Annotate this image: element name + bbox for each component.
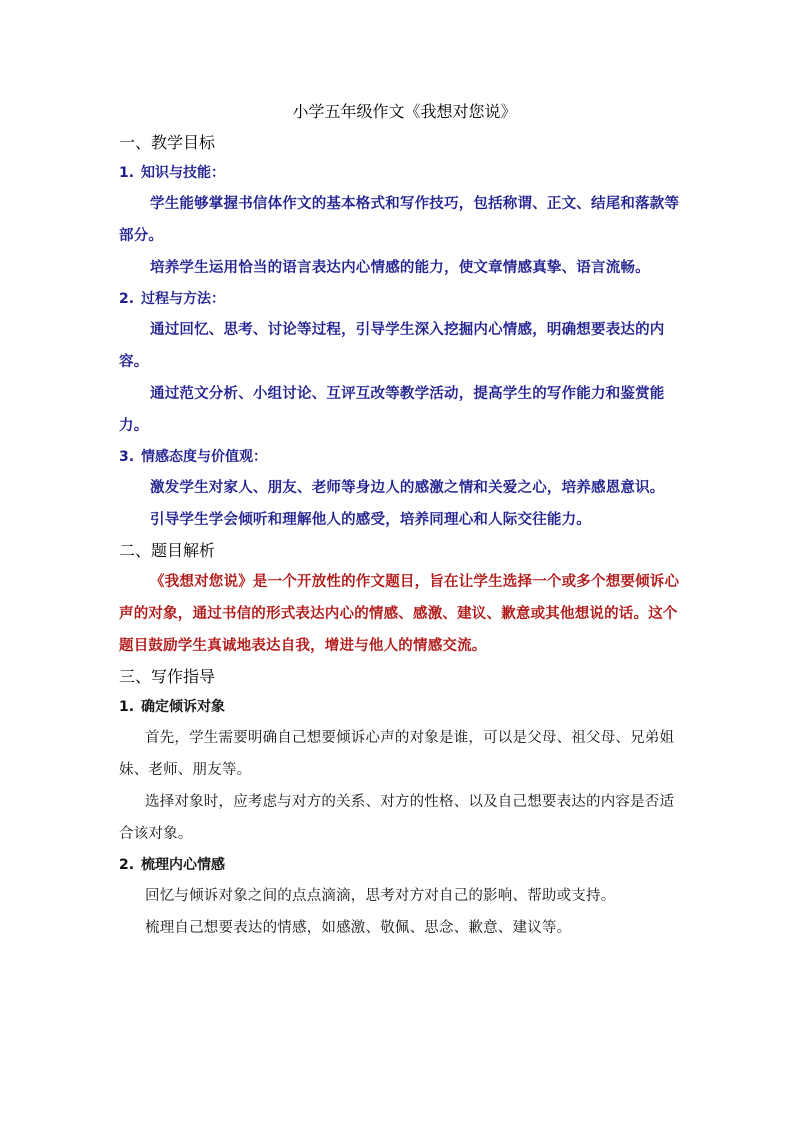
subheading-number: 3. [119,449,135,465]
paragraph: 选择对象时，应考虑与对方的关系、对方的性格、以及自己想要表达的内容是否适合该对象。 [119,794,675,842]
paragraph: 培养学生运用恰当的语言表达内心情感的能力，使文章情感真挚、语言流畅。 [150,259,650,276]
section-heading-analysis: 二、题目解析 [119,541,216,560]
subheading-label: 梳理内心情感 [141,857,225,873]
subheading-label: 确定倾诉对象 [141,699,225,715]
paragraph: 学生能够掌握书信体作文的基本格式和写作技巧，包括称谓、正文、结尾和落款等部分。 [119,195,680,244]
subheading-number: 2. [119,857,135,873]
subheading-process-methods [119,284,684,314]
subheading-choose-recipient [119,692,684,722]
subheading-sort-emotions [119,850,684,880]
subheading-number: 2. [119,291,135,307]
paragraph: 回忆与倾诉对象之间的点点滴滴，思考对方对自己的影响、帮助或支持。 [145,888,616,904]
paragraph-analysis: 《我想对您说》是一个开放性的作文题目，旨在让学生选择一个或多个想要倾诉心声的对象，通过书信的形式表达内心的情感、感激、建议、歉意或其他想说的话。这个题目鼓励学生真诚地表达自我，增进与他人的情感交流。 [119,573,680,654]
subheading-label: 知识与技能： [141,165,225,181]
subheading-label: 情感态度与价值观： [141,449,267,465]
paragraph: 激发学生对家人、朋友、老师等身边人的感激之情和关爱之心，培养感恩意识。 [150,479,665,496]
document-body [119,96,684,944]
paragraph: 引导学生学会倾听和理解他人的感受，培养同理心和人际交往能力。 [150,511,591,528]
section-heading-goals: 一、教学目标 [119,133,216,152]
subheading-number: 1. [119,699,135,715]
subheading-attitude-values [119,442,684,472]
paragraph: 梳理自己想要表达的情感，如感激、敬佩、思念、歉意、建议等。 [145,920,572,936]
document-title: 小学五年级作文《我想对您说》 [292,102,517,121]
section-heading-guidance: 三、写作指导 [119,667,216,686]
paragraph: 首先，学生需要明确自己想要倾诉心声的对象是谁，可以是父母、祖父母、兄弟姐妹、老师、朋友等。 [119,730,675,778]
paragraph: 通过范文分析、小组讨论、互评互改等教学活动，提高学生的写作能力和鉴赏能力。 [119,385,665,434]
paragraph: 通过回忆、思考、讨论等过程，引导学生深入挖掘内心情感，明确想要表达的内容。 [119,321,665,370]
subheading-number: 1. [119,165,135,181]
subheading-knowledge-skills [119,158,684,188]
subheading-label: 过程与方法： [141,291,225,307]
